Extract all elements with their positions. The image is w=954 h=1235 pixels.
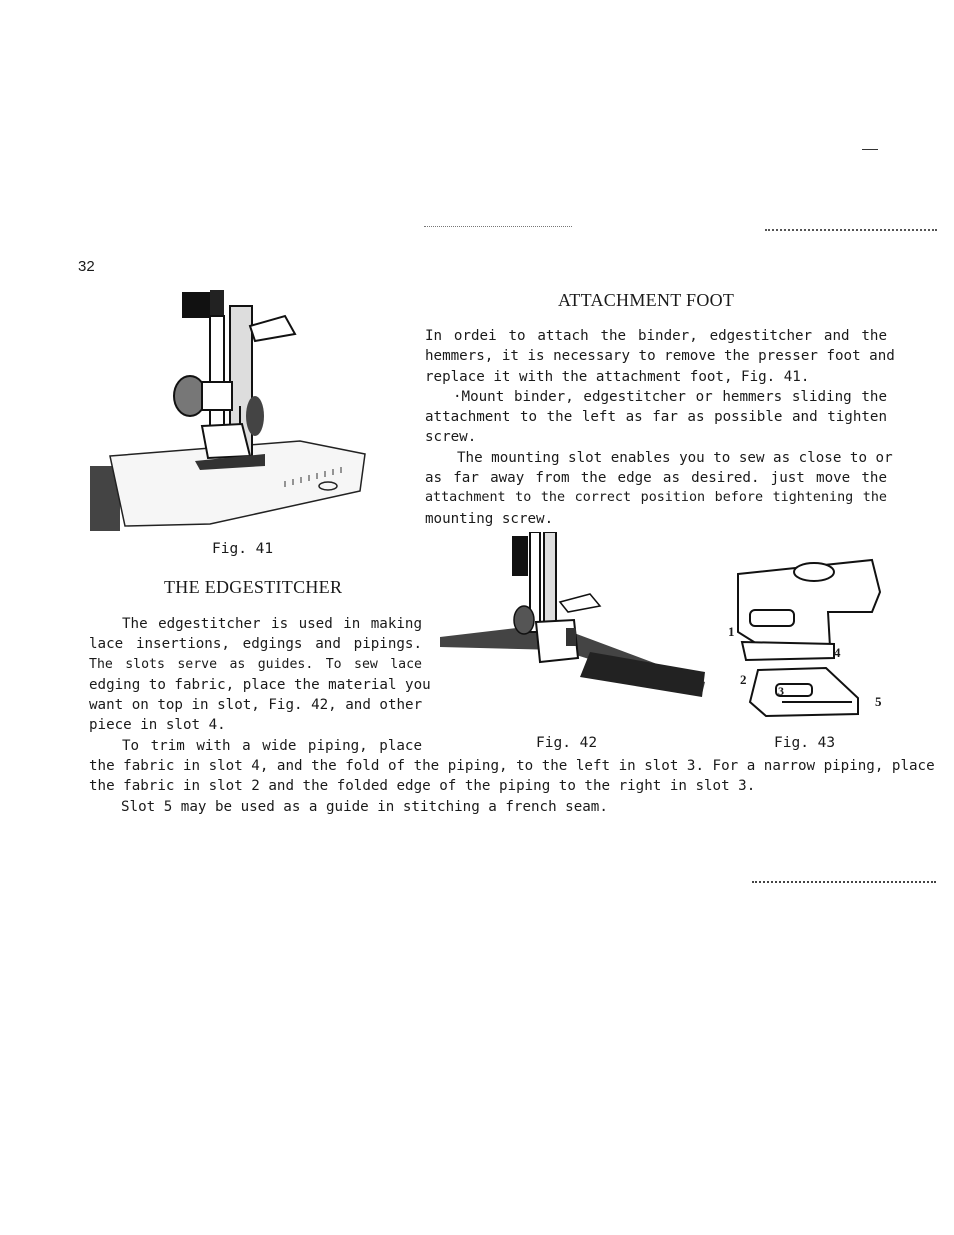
figure-43-illustration [722, 552, 888, 730]
edgestitcher-full-paragraph [89, 756, 935, 817]
figure-43-label-2: 2 [740, 672, 747, 687]
figure-43-caption: Fig. 43 [774, 735, 836, 751]
text-line: want on top in slot, Fig. 42, and other [89, 697, 423, 714]
text-line: The mounting slot enables you to sew as close to or [457, 449, 893, 466]
text-line: as far away from the edge as desired. just move the [425, 470, 887, 487]
figure-43 [722, 552, 888, 730]
text-line: hemmers, it is necessary to remove the presser foot and [425, 348, 895, 365]
text-line: To trim with a wide piping, place [122, 737, 422, 754]
text-line: lace insertions, edgings and pipings. [89, 636, 422, 653]
text-line: attachment to the left as far as possible and tighten [425, 409, 887, 426]
text-line: The edgestitcher is used in making [122, 616, 422, 632]
scan-artifact-line [752, 881, 936, 883]
text-line: screw. [425, 429, 477, 446]
scan-artifact-dots [424, 226, 572, 227]
figure-42-illustration [440, 532, 710, 732]
figure-43-label-5: 5 [875, 694, 882, 709]
attachment-foot-paragraph [425, 326, 895, 529]
text-line: attachment to the correct position before tightening the [425, 490, 887, 506]
text-line: piece in slot 4. [89, 717, 226, 734]
figure-41-illustration [90, 286, 390, 536]
heading-attachment-foot: ATTACHMENT FOOT [558, 290, 735, 310]
text-line: edging to fabric, place the material you [89, 676, 431, 693]
figure-42 [440, 532, 710, 732]
text-line: ·Mount binder, edgestitcher or hemmers sliding the [453, 388, 887, 405]
scan-artifact-dash [862, 149, 878, 150]
text-line: the fabric in slot 4, and the fold of the piping, to the left in slot 3. For a narrow piping, place [89, 758, 935, 774]
figure-43-label-4: 4 [834, 645, 841, 660]
text-line: the fabric in slot 2 and the folded edge of the piping to the right in slot 3. [89, 778, 756, 795]
edgestitcher-column-paragraph [89, 614, 431, 756]
figure-43-label-3: 3 [778, 684, 784, 698]
figure-42-caption: Fig. 42 [536, 735, 598, 751]
scan-artifact-dots [765, 229, 937, 231]
text-line: Slot 5 may be used as a guide in stitching a french seam. [121, 798, 608, 815]
figure-41 [90, 286, 390, 536]
figure-43-label-1: 1 [728, 624, 735, 639]
page-number: 32 [78, 258, 95, 275]
text-line: In ordei to attach the binder, edgestitcher and the [425, 328, 887, 344]
text-line: mounting screw. [425, 510, 554, 527]
heading-edgestitcher: THE EDGESTITCHER [164, 577, 343, 597]
text-line: The slots serve as guides. To sew lace [89, 656, 422, 672]
text-line: replace it with the attachment foot, Fig. 41. [425, 368, 810, 385]
figure-41-caption: Fig. 41 [212, 541, 274, 557]
